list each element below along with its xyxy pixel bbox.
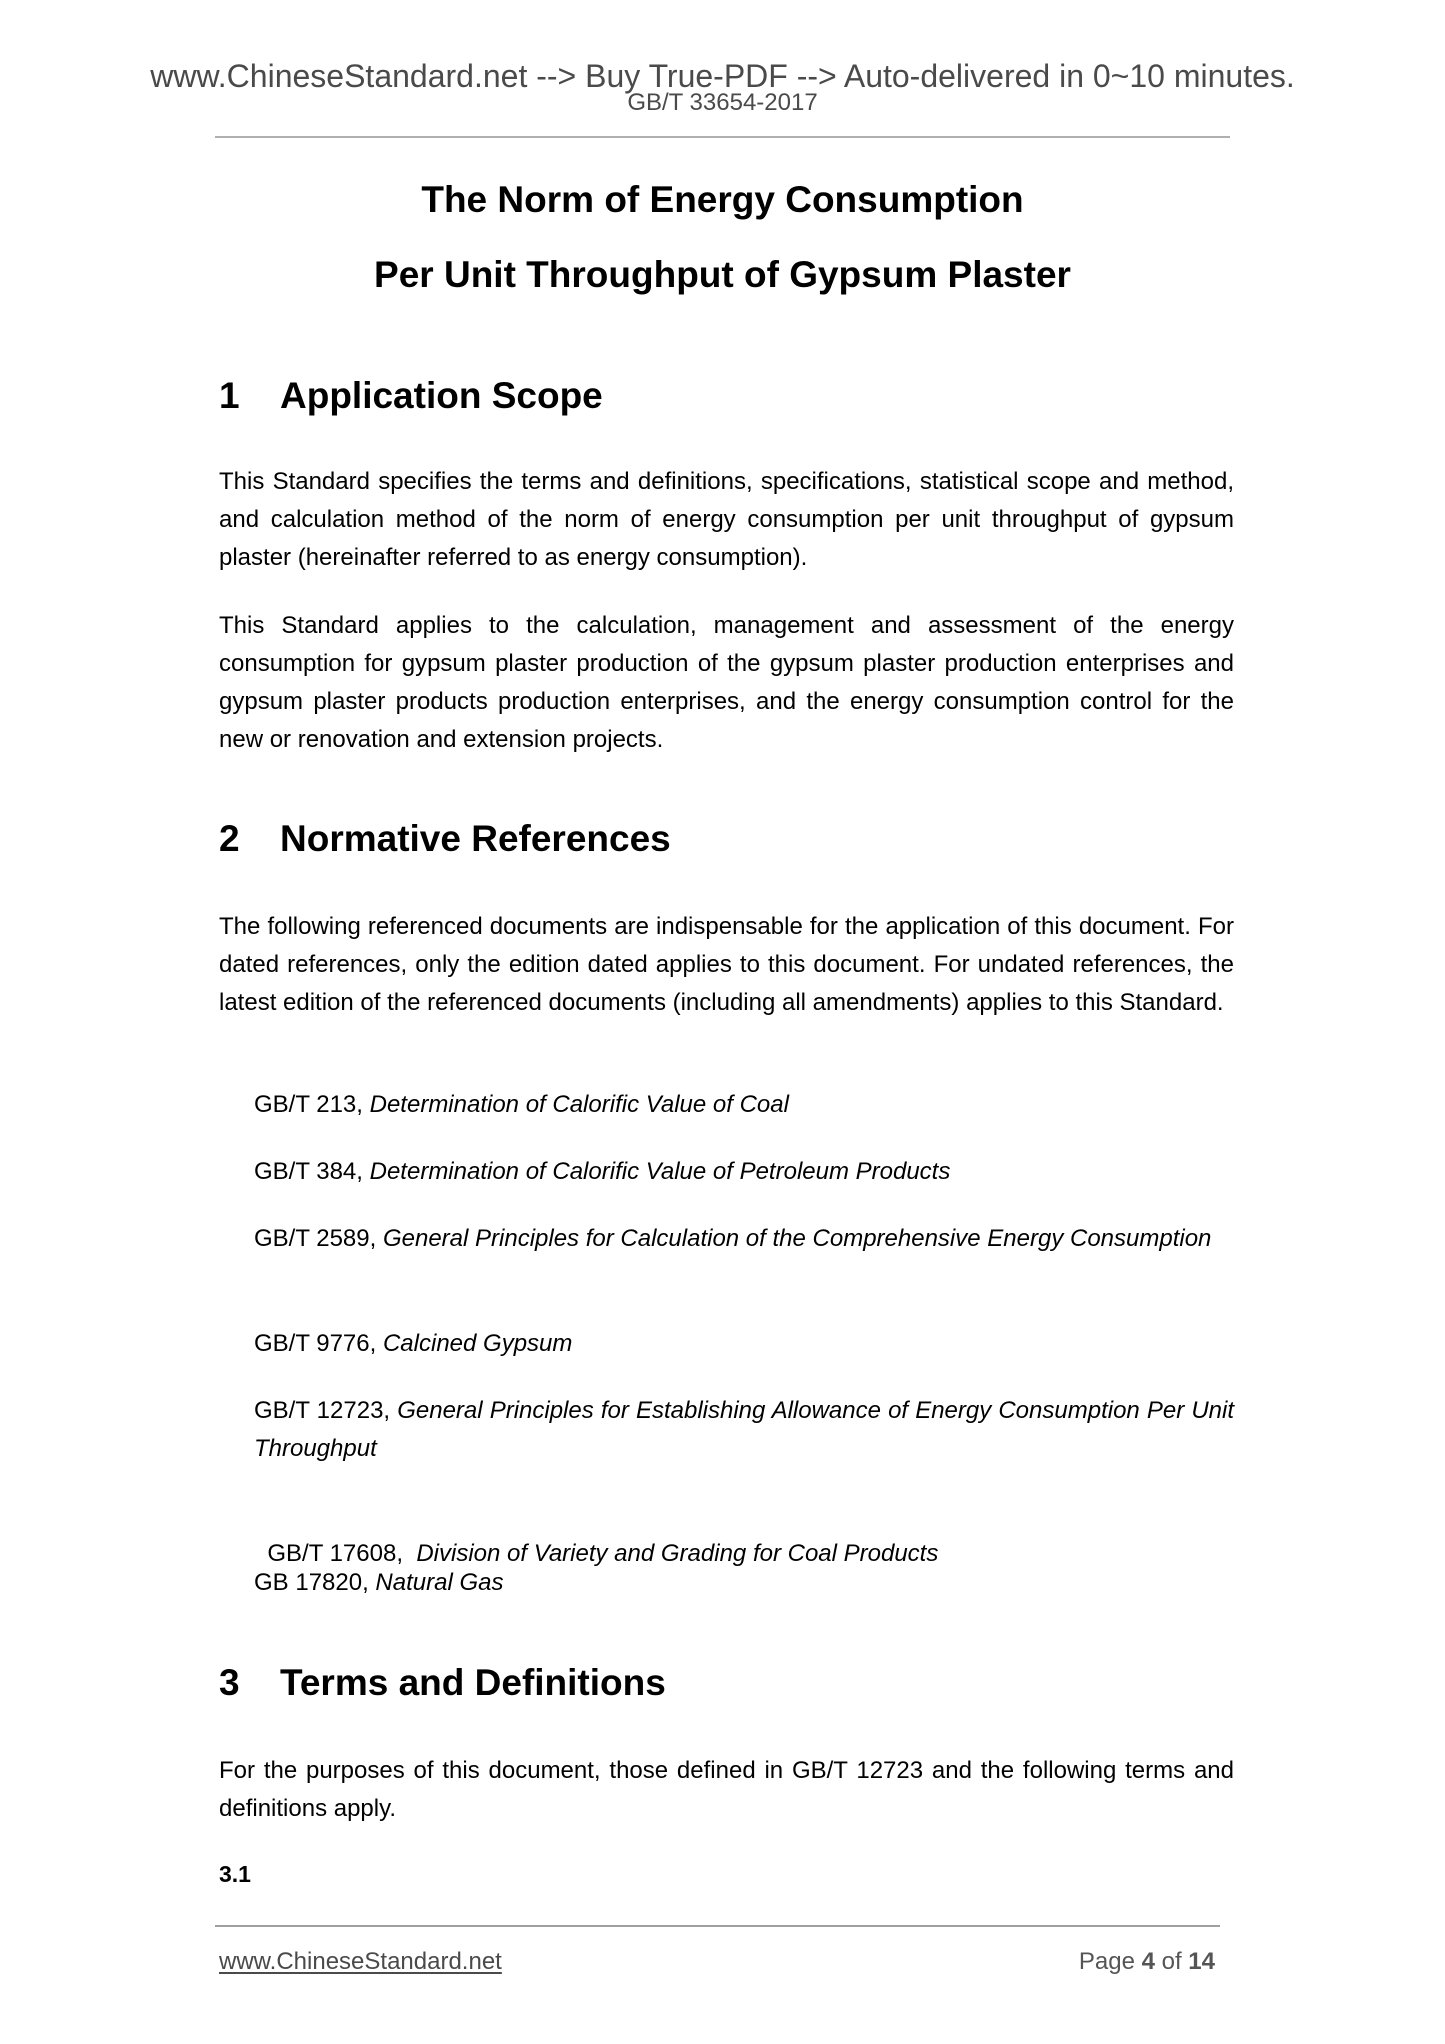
section-3-paragraph-1: For the purposes of this document, those defined in GB/T 12723 and the following terms and definitions apply. <box>219 1757 1234 1822</box>
reference-code: GB/T 213, <box>254 1091 370 1118</box>
header-divider <box>215 136 1230 138</box>
section-number: 3 <box>219 1662 240 1703</box>
reference-title: Division of Variety and Grading for Coal Products <box>416 1540 939 1567</box>
section-3-heading <box>219 1661 666 1705</box>
section-title: Application Scope <box>280 375 603 416</box>
section-title: Terms and Definitions <box>280 1662 666 1703</box>
section-1-paragraph-2: This Standard applies to the calculation, management and assessment of the energy consumption for gypsum plaster production of the gypsum plaster production enterprises and gypsum plaster products production enterprises, and the energy consumption control for the new or renovation and extension projects. <box>219 612 1234 753</box>
section-2-heading <box>219 817 671 861</box>
section-1-heading <box>219 374 603 418</box>
footer-website-link[interactable]: www.ChineseStandard.net <box>219 1948 502 1975</box>
document-code: GB/T 33654-2017 <box>627 89 818 116</box>
clause-number: 3.1 <box>219 1861 251 1887</box>
reference-item <box>254 1086 1234 1124</box>
reference-title: Determination of Calorific Value of Coal <box>369 1091 789 1118</box>
reference-code: GB/T 9776, <box>254 1330 383 1357</box>
reference-code: GB/T 2589, <box>254 1225 383 1252</box>
document-title-line-2: Per Unit Throughput of Gypsum Plaster <box>374 254 1071 295</box>
reference-title: Natural Gas <box>375 1569 504 1596</box>
reference-title: General Principles for Establishing Allowance of Energy Consumption Per Unit Throughput <box>254 1397 1235 1462</box>
reference-code: GB 17820, <box>254 1569 376 1596</box>
reference-item <box>254 1325 1234 1363</box>
page-of: of <box>1154 1948 1189 1975</box>
reference-title: Calcined Gypsum <box>382 1330 573 1357</box>
section-number: 1 <box>219 375 240 416</box>
reference-code: GB/T 17608, <box>267 1540 417 1567</box>
reference-item <box>254 1392 1234 1468</box>
reference-title: Determination of Calorific Value of Petroleum Products <box>369 1158 951 1185</box>
reference-item <box>254 1153 1234 1191</box>
reference-item <box>254 1564 1234 1602</box>
section-title: Normative References <box>280 818 671 859</box>
section-1-paragraph-1: This Standard specifies the terms and definitions, specifications, statistical scope and method, and calculation method of the norm of energy consumption per unit throughput of gypsum plaster (hereinafter referred to as energy consumption). <box>219 468 1234 571</box>
reference-item <box>254 1220 1234 1258</box>
reference-code: GB/T 12723, <box>254 1397 398 1424</box>
page-indicator <box>1079 1948 1215 1976</box>
watermark-banner: www.ChineseStandard.net --> Buy True-PDF --> Auto-delivered in 0~10 minutes. <box>150 58 1295 94</box>
total-page-count: 14 <box>1188 1948 1215 1975</box>
footer-divider <box>215 1925 1220 1927</box>
page-prefix: Page <box>1078 1948 1142 1975</box>
section-2-paragraph-1: The following referenced documents are indispensable for the application of this document. For dated references, only the edition dated applies to this document. For undated references, the latest edition of the referenced documents (including all amendments) applies to this Standard. <box>219 913 1234 1016</box>
reference-item <box>254 1497 1234 1573</box>
document-title-line-1: The Norm of Energy Consumption <box>421 179 1024 220</box>
reference-code: GB/T 384, <box>254 1158 370 1185</box>
section-number: 2 <box>219 818 240 859</box>
reference-title: General Principles for Calculation of the Comprehensive Energy Consumption <box>382 1225 1212 1252</box>
current-page-number: 4 <box>1141 1948 1155 1975</box>
